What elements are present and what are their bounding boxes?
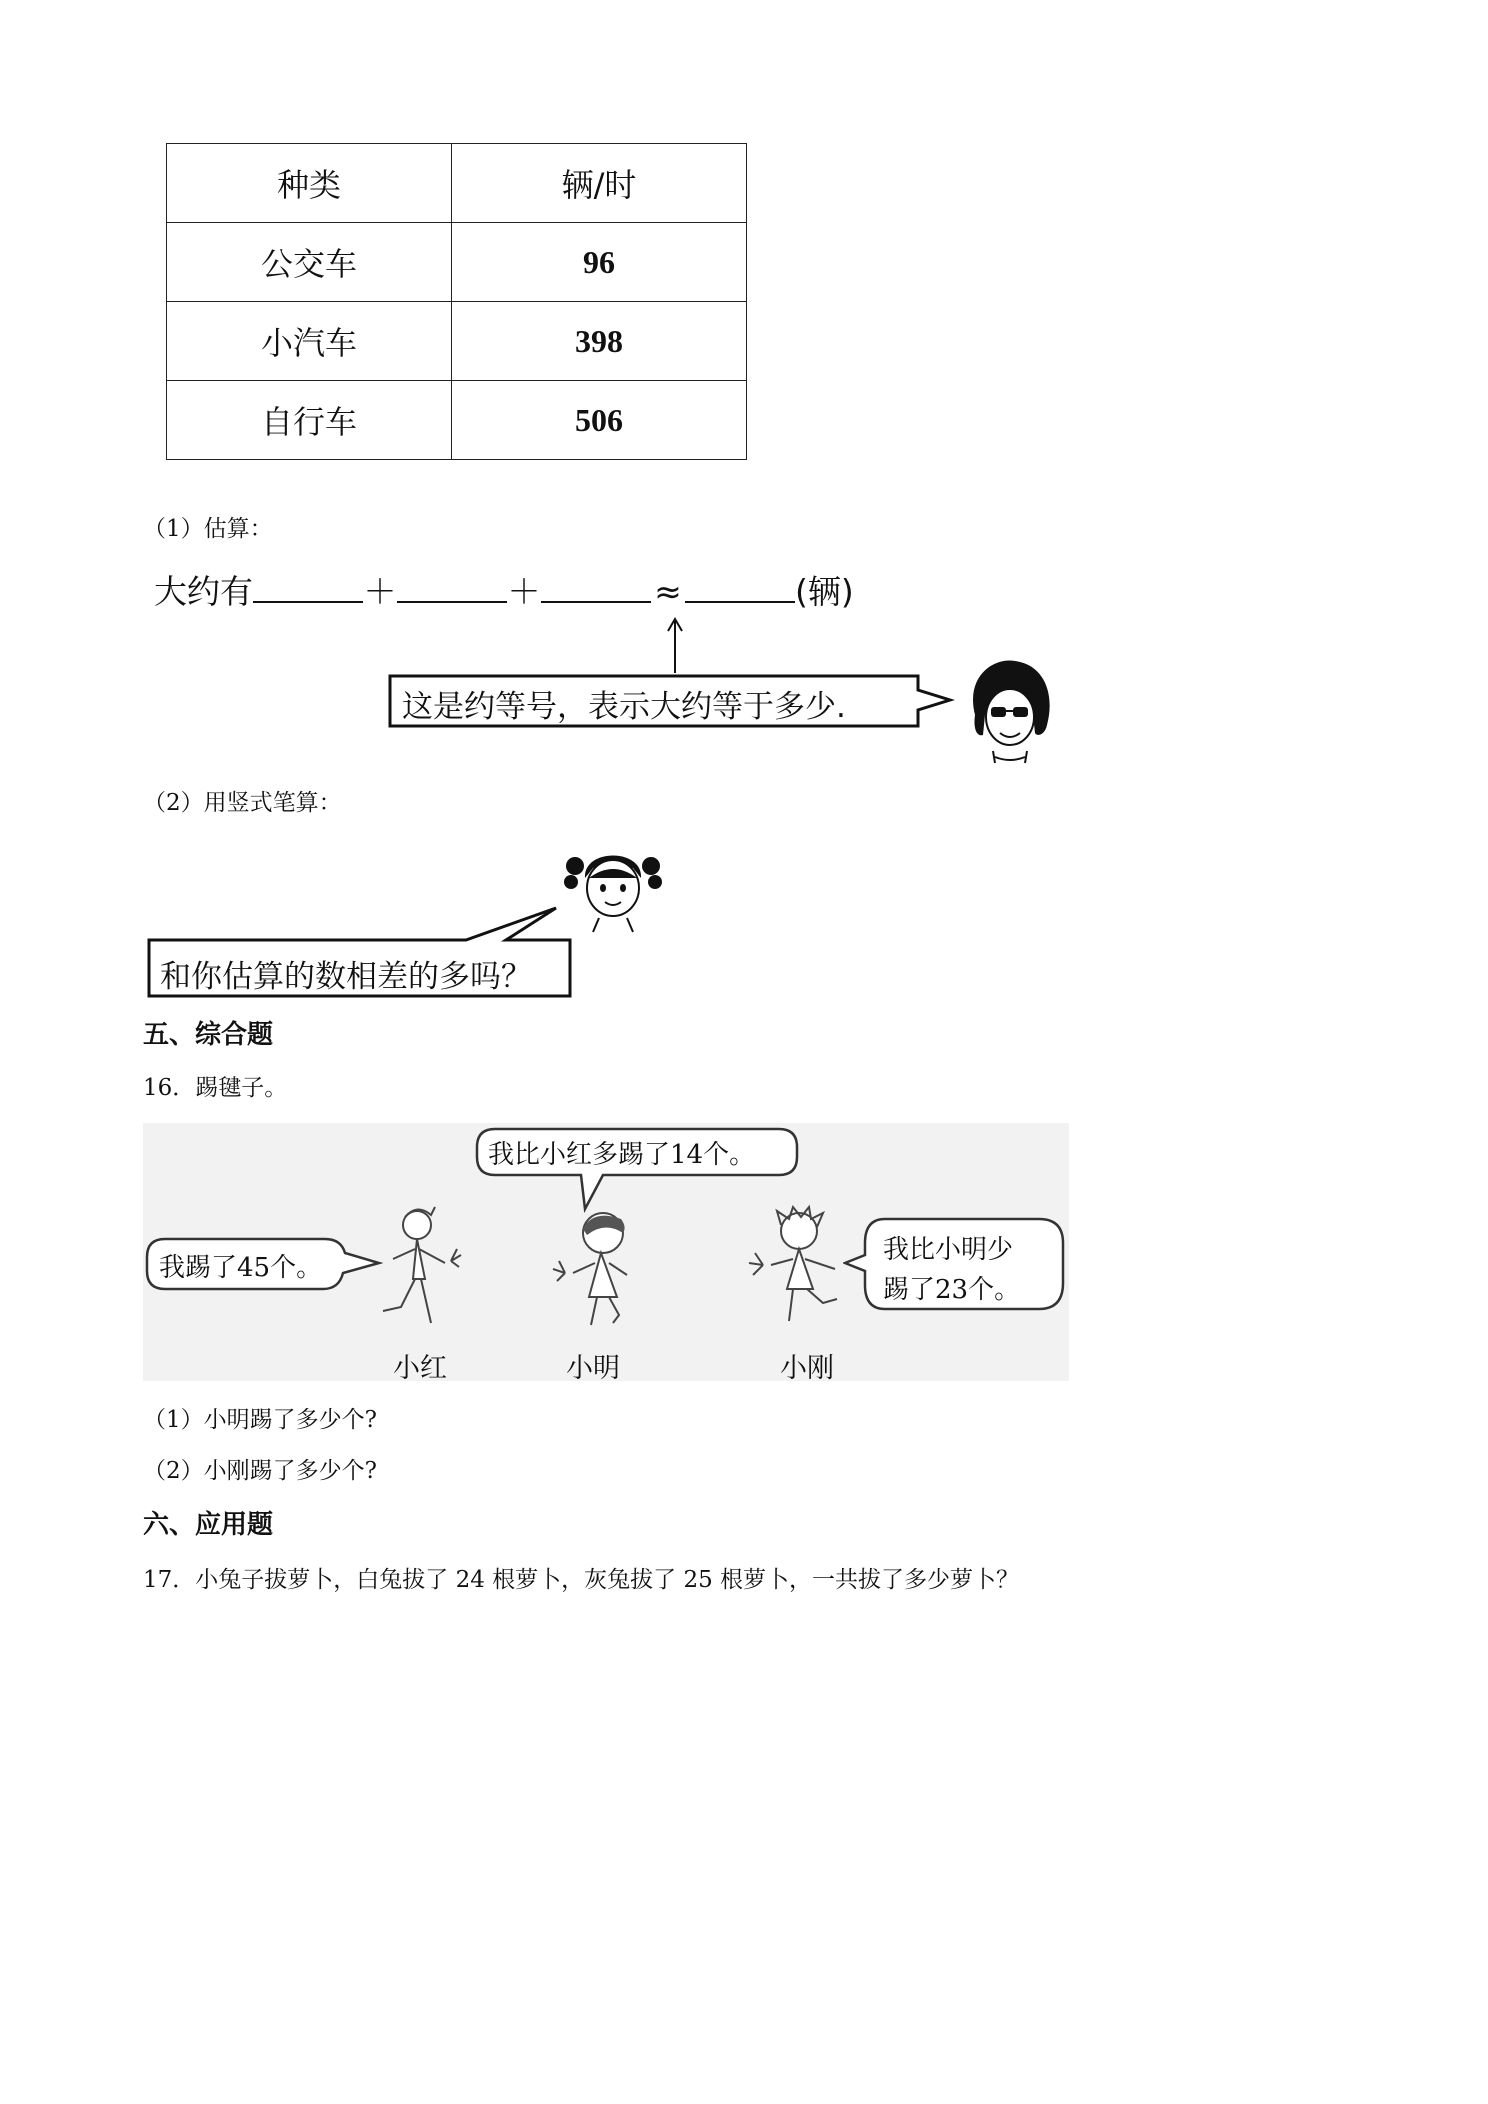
girl-portrait-icon [563, 838, 663, 933]
xiaoming-figure-icon [543, 1203, 653, 1333]
q16-part2: （2）小刚踢了多少个? [143, 1458, 377, 1484]
table-cell-value: 398 [452, 302, 747, 381]
blank-3 [541, 573, 651, 603]
table-cell-type: 小汽车 [167, 302, 452, 381]
q16-part1: （1）小明踢了多少个? [143, 1407, 377, 1433]
xiaohong-figure-icon [365, 1203, 465, 1333]
xiaogang-figure-icon [743, 1203, 853, 1333]
section5-title: 五、综合题 [143, 1020, 274, 1050]
plus-sign: ＋ [363, 572, 397, 611]
plus-sign: ＋ [507, 572, 541, 611]
table-cell-value: 96 [452, 223, 747, 302]
q17-text: 17．小兔子拔萝卜，白兔拔了 24 根萝卜，灰兔拔了 25 根萝卜，一共拔了多少萝卜？ [143, 1567, 1020, 1593]
shuttlecock-illustration [143, 1123, 1069, 1384]
xiaogang-speech-text-2: 踢了23个。 [883, 1275, 1021, 1305]
name-xiaogang: 小刚 [780, 1353, 834, 1384]
table-row [167, 381, 747, 460]
xiaogang-speech-text-1: 我比小明少 [883, 1235, 1014, 1265]
arrow-up-icon [660, 615, 690, 675]
table-header-row [167, 144, 747, 223]
table-cell-value: 506 [452, 381, 747, 460]
girl-bubble-text: 和你估算的数相差的多吗？ [160, 959, 532, 995]
q16-title: 16．踢毽子。 [143, 1075, 288, 1101]
traffic-table [166, 143, 747, 460]
table-row [167, 302, 747, 381]
blank-1 [253, 573, 363, 603]
part2-label: （2）用竖式笔算： [143, 790, 342, 816]
name-xiaohong: 小红 [393, 1353, 447, 1384]
xiaoming-speech-text: 我比小红多踢了14个。 [488, 1140, 756, 1170]
table-cell-type: 公交车 [167, 223, 452, 302]
table-cell-type: 自行车 [167, 381, 452, 460]
approx-sign: ≈ [654, 572, 682, 611]
xiaohong-speech-text: 我踢了45个。 [159, 1253, 323, 1283]
teacher-portrait-icon [955, 655, 1065, 765]
unit-label: (辆) [795, 572, 854, 611]
table-header-cell: 种类 [167, 144, 452, 223]
table-row [167, 223, 747, 302]
name-xiaoming: 小明 [566, 1353, 620, 1384]
part1-label: （1）估算： [143, 516, 273, 542]
blank-2 [397, 573, 507, 603]
estimate-prefix: 大约有 [154, 572, 253, 611]
table-header-cell: 辆/时 [452, 144, 747, 223]
section6-title: 六、应用题 [143, 1510, 274, 1540]
estimate-line [154, 572, 854, 611]
teacher-bubble-text: 这是约等号，表示大约等于多少. [402, 689, 846, 725]
blank-4 [685, 573, 795, 603]
